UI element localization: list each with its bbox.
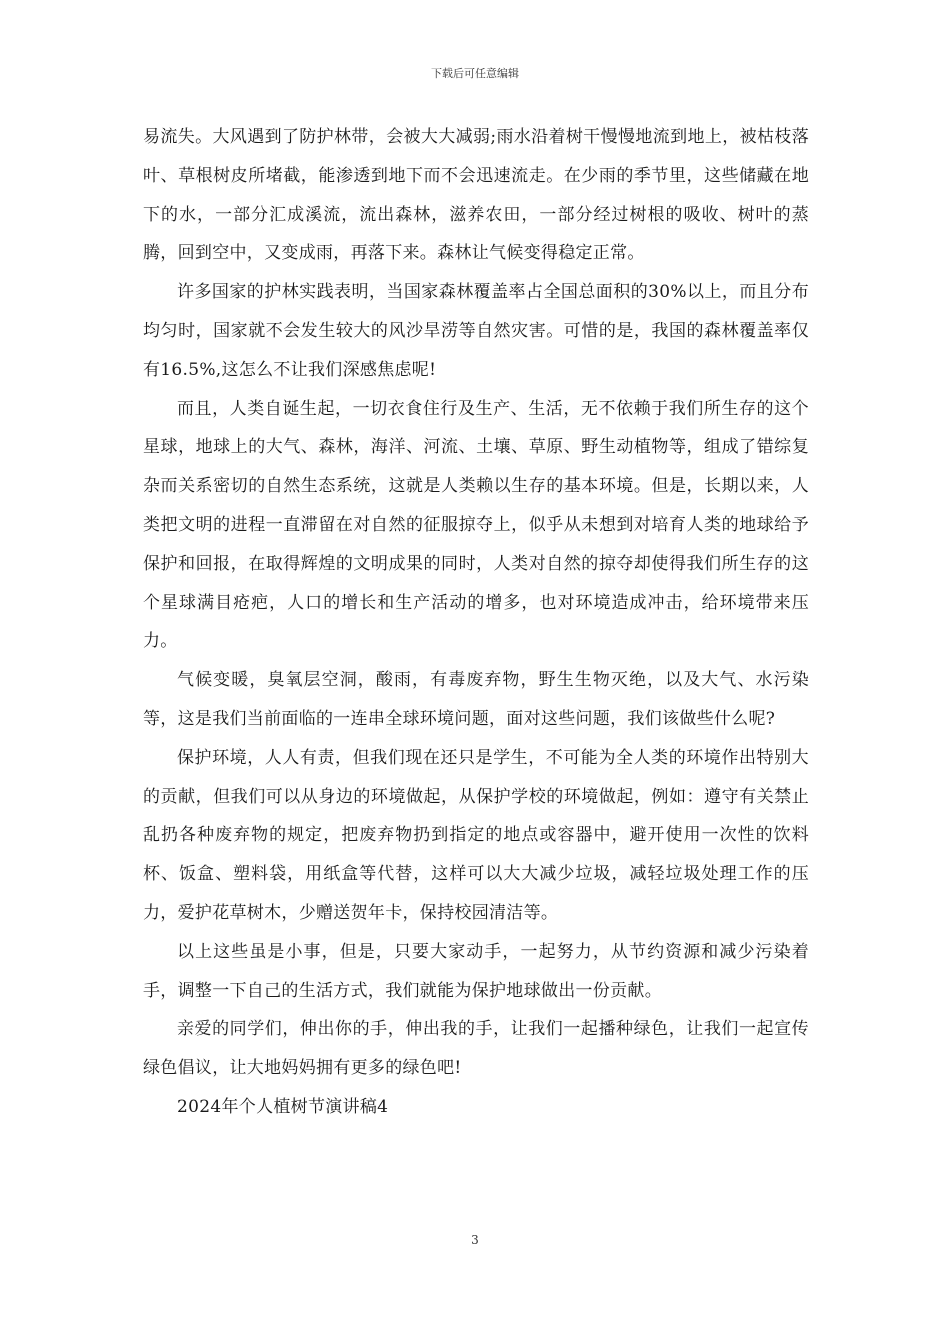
paragraph-small-things: 以上这些虽是小事，但是，只要大家动手，一起努力，从节约资源和减少污染着手，调整一下自己的生活方式，我们就能为保护地球做出一份贡献。 xyxy=(143,941,809,1001)
paragraph-protect-environment: 保护环境，人人有责，但我们现在还只是学生，不可能为全人类的环境作出特别大的贡献，但我们可以从身边的环境做起，从保护学校的环境做起，例如：遵守有关禁止乱扔各种废弃物的规定，把废弃物扔到指定的地点或容器中，避开使用一次性的饮料杯、饭盒、塑料袋，用纸盒等代替，这样可以大大减少垃圾，减轻垃圾处理工作的压力，爱护花草树木，少赠送贺年卡，保持校园清洁等。 xyxy=(143,747,809,923)
page-header: 下载后可任意编辑 xyxy=(431,67,519,80)
section-heading: 2024年个人植树节演讲稿4 xyxy=(177,1096,389,1117)
paragraph-continued: 易流失。大风遇到了防护林带，会被大大减弱;雨水沿着树干慢慢地流到地上，被枯枝落叶、草根树皮所堵截，能渗透到地下而不会迅速流走。在少雨的季节里，这些储藏在地下的水，一部分汇成溪流，流出森林，滋养农田，一部分经过树根的吸收、树叶的蒸腾，回到空中，又变成雨，再落下来。森林让气候变得稳定正常。 xyxy=(143,127,809,264)
page-number: 3 xyxy=(471,1233,479,1247)
paragraph-forest-coverage: 许多国家的护林实践表明，当国家森林覆盖率占全国总面积的30%以上，而且分布均匀时，国家就不会发生较大的风沙旱涝等自然灾害。可惜的是，我国的森林覆盖率仅有16.5%,这怎么不让我们深感焦虑呢! xyxy=(143,282,809,380)
document-body xyxy=(143,118,809,1127)
paragraph-human-environment: 而且，人类自诞生起，一切衣食住行及生产、生活，无不依赖于我们所生存的这个星球，地球上的大气、森林，海洋、河流、土壤、草原、野生动植物等，组成了错综复杂而关系密切的自然生态系统，这就是人类赖以生存的基本环境。但是，长期以来，人类把文明的进程一直滞留在对自然的征服掠夺上，似乎从未想到对培育人类的地球给予保护和回报，在取得辉煌的文明成果的同时，人类对自然的掠夺却使得我们所生存的这个星球满目疮疤，人口的增长和生产活动的增多，也对环境造成冲击，给环境带来压力。 xyxy=(143,398,809,652)
paragraph-global-problems: 气候变暖，臭氧层空洞，酸雨，有毒废弃物，野生生物灭绝，以及大气、水污染等，这是我们当前面临的一连串全球环境问题，面对这些问题，我们该做些什么呢? xyxy=(143,670,809,729)
paragraph-call-to-action: 亲爱的同学们，伸出你的手，伸出我的手，让我们一起播种绿色，让我们一起宣传绿色倡议，让大地妈妈拥有更多的绿色吧! xyxy=(143,1019,809,1079)
